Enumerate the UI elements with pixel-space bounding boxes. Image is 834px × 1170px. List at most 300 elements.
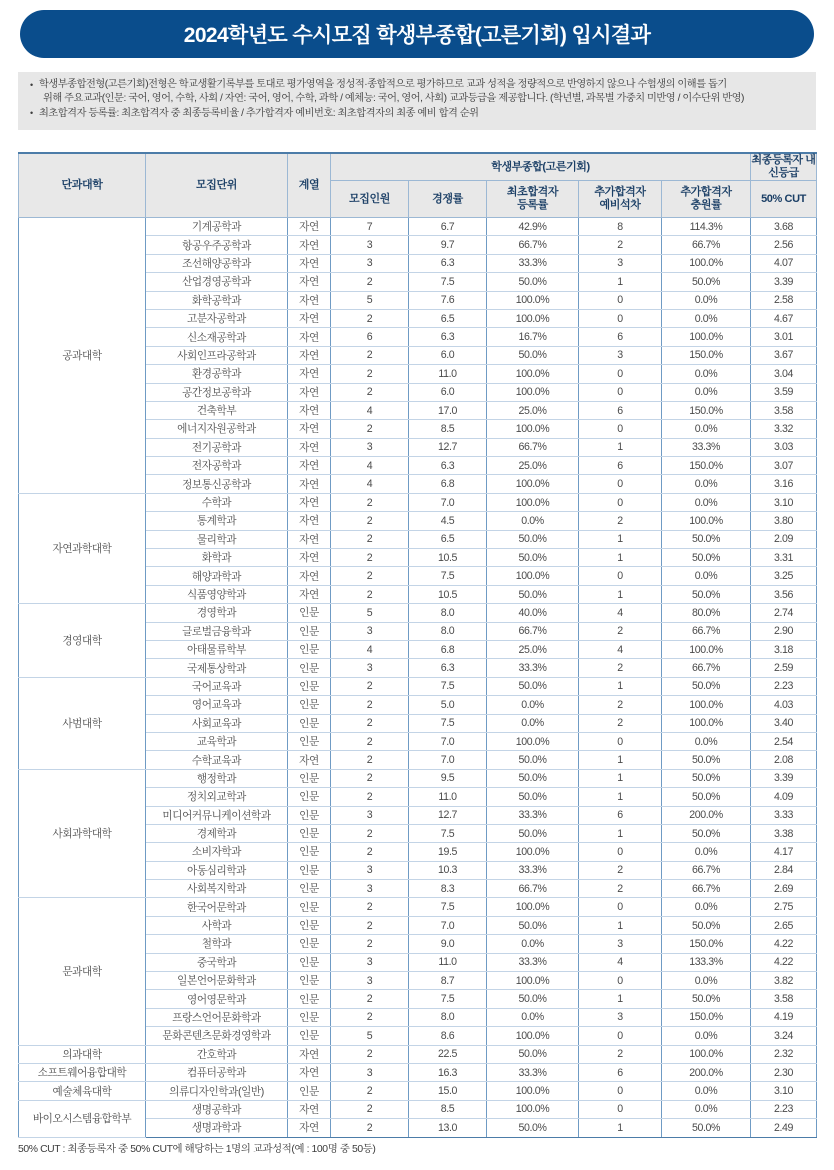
ratio-cell: 6.0 bbox=[409, 346, 487, 364]
col-header-waitlist-line2: 예비석차 bbox=[599, 199, 641, 211]
dept-cell: 영어교육과 bbox=[146, 696, 288, 714]
dept-cell: 기계공학과 bbox=[146, 218, 288, 236]
dept-cell: 항공우주공학과 bbox=[146, 236, 288, 254]
ratio-cell: 7.0 bbox=[409, 732, 487, 750]
enroll-rate-cell: 100.0% bbox=[487, 898, 579, 916]
enroll-rate-cell: 50.0% bbox=[487, 346, 579, 364]
waitlist-cell: 0 bbox=[579, 309, 662, 327]
dept-cell: 물리학과 bbox=[146, 530, 288, 548]
fill-rate-cell: 50.0% bbox=[662, 916, 751, 934]
college-cell: 바이오시스템융합학부 bbox=[19, 1100, 146, 1137]
cut-cell: 3.10 bbox=[751, 1082, 817, 1100]
table-row bbox=[19, 493, 817, 511]
college-cell: 공과대학 bbox=[19, 218, 146, 494]
track-cell: 자연 bbox=[288, 512, 331, 530]
track-cell: 인문 bbox=[288, 622, 331, 640]
dept-cell: 수학과 bbox=[146, 493, 288, 511]
fill-rate-cell: 0.0% bbox=[662, 383, 751, 401]
waitlist-cell: 2 bbox=[579, 696, 662, 714]
ratio-cell: 6.5 bbox=[409, 309, 487, 327]
track-cell: 자연 bbox=[288, 273, 331, 291]
col-header-group: 학생부종합(고른기회) bbox=[331, 153, 751, 181]
quota-cell: 2 bbox=[331, 346, 409, 364]
enroll-rate-cell: 100.0% bbox=[487, 291, 579, 309]
notice-line-2: • 최초합격자 등록률: 최초합격자 중 최종등록비율 / 추가합격자 예비번호: 최초합격자의 최종 예비 합격 순위 bbox=[30, 107, 806, 121]
ratio-cell: 7.6 bbox=[409, 291, 487, 309]
waitlist-cell: 0 bbox=[579, 1027, 662, 1045]
track-cell: 인문 bbox=[288, 604, 331, 622]
cut-cell: 2.08 bbox=[751, 751, 817, 769]
quota-cell: 4 bbox=[331, 640, 409, 658]
quota-cell: 4 bbox=[331, 475, 409, 493]
fill-rate-cell: 0.0% bbox=[662, 1027, 751, 1045]
quota-cell: 2 bbox=[331, 420, 409, 438]
track-cell: 자연 bbox=[288, 1063, 331, 1081]
quota-cell: 3 bbox=[331, 880, 409, 898]
ratio-cell: 7.0 bbox=[409, 916, 487, 934]
dept-cell: 정치외교학과 bbox=[146, 788, 288, 806]
quota-cell: 4 bbox=[331, 401, 409, 419]
cut-cell: 3.03 bbox=[751, 438, 817, 456]
fill-rate-cell: 66.7% bbox=[662, 236, 751, 254]
waitlist-cell: 3 bbox=[579, 254, 662, 272]
dept-cell: 국어교육과 bbox=[146, 677, 288, 695]
col-header-fill-rate-line1: 추가합격자 bbox=[680, 186, 732, 198]
quota-cell: 2 bbox=[331, 530, 409, 548]
cut-cell: 2.56 bbox=[751, 236, 817, 254]
table-row bbox=[19, 1045, 817, 1063]
enroll-rate-cell: 33.3% bbox=[487, 861, 579, 879]
track-cell: 자연 bbox=[288, 493, 331, 511]
ratio-cell: 12.7 bbox=[409, 806, 487, 824]
track-cell: 자연 bbox=[288, 567, 331, 585]
track-cell: 자연 bbox=[288, 420, 331, 438]
waitlist-cell: 1 bbox=[579, 530, 662, 548]
quota-cell: 2 bbox=[331, 751, 409, 769]
track-cell: 자연 bbox=[288, 309, 331, 327]
enroll-rate-cell: 100.0% bbox=[487, 493, 579, 511]
track-cell: 자연 bbox=[288, 218, 331, 236]
enroll-rate-cell: 100.0% bbox=[487, 567, 579, 585]
waitlist-cell: 3 bbox=[579, 935, 662, 953]
college-cell: 문과대학 bbox=[19, 898, 146, 1045]
ratio-cell: 7.5 bbox=[409, 567, 487, 585]
waitlist-cell: 2 bbox=[579, 861, 662, 879]
dept-cell: 공간정보공학과 bbox=[146, 383, 288, 401]
dept-cell: 화학과 bbox=[146, 549, 288, 567]
track-cell: 자연 bbox=[288, 1045, 331, 1063]
waitlist-cell: 2 bbox=[579, 622, 662, 640]
ratio-cell: 8.0 bbox=[409, 1008, 487, 1026]
col-header-ratio: 경쟁률 bbox=[409, 181, 487, 218]
quota-cell: 3 bbox=[331, 806, 409, 824]
track-cell: 자연 bbox=[288, 530, 331, 548]
cut-cell: 3.33 bbox=[751, 806, 817, 824]
ratio-cell: 6.8 bbox=[409, 475, 487, 493]
quota-cell: 2 bbox=[331, 824, 409, 842]
col-header-enroll-rate-line1: 최초합격자 bbox=[506, 186, 559, 198]
fill-rate-cell: 150.0% bbox=[662, 1008, 751, 1026]
track-cell: 자연 bbox=[288, 328, 331, 346]
cut-cell: 3.56 bbox=[751, 585, 817, 603]
track-cell: 인문 bbox=[288, 990, 331, 1008]
cut-cell: 3.10 bbox=[751, 493, 817, 511]
fill-rate-cell: 0.0% bbox=[662, 291, 751, 309]
dept-cell: 철학과 bbox=[146, 935, 288, 953]
waitlist-cell: 3 bbox=[579, 1008, 662, 1026]
track-cell: 자연 bbox=[288, 346, 331, 364]
waitlist-cell: 0 bbox=[579, 732, 662, 750]
waitlist-cell: 8 bbox=[579, 218, 662, 236]
dept-cell: 신소재공학과 bbox=[146, 328, 288, 346]
quota-cell: 3 bbox=[331, 953, 409, 971]
ratio-cell: 8.7 bbox=[409, 972, 487, 990]
table-row bbox=[19, 218, 817, 236]
waitlist-cell: 6 bbox=[579, 806, 662, 824]
ratio-cell: 11.0 bbox=[409, 365, 487, 383]
quota-cell: 2 bbox=[331, 898, 409, 916]
quota-cell: 3 bbox=[331, 622, 409, 640]
dept-cell: 미디어커뮤니케이션학과 bbox=[146, 806, 288, 824]
cut-cell: 3.40 bbox=[751, 714, 817, 732]
cut-cell: 4.19 bbox=[751, 1008, 817, 1026]
waitlist-cell: 1 bbox=[579, 677, 662, 695]
quota-cell: 2 bbox=[331, 493, 409, 511]
fill-rate-cell: 33.3% bbox=[662, 438, 751, 456]
col-header-college: 단과대학 bbox=[19, 153, 146, 218]
quota-cell: 2 bbox=[331, 714, 409, 732]
ratio-cell: 8.5 bbox=[409, 420, 487, 438]
fill-rate-cell: 80.0% bbox=[662, 604, 751, 622]
ratio-cell: 6.3 bbox=[409, 659, 487, 677]
fill-rate-cell: 150.0% bbox=[662, 346, 751, 364]
enroll-rate-cell: 50.0% bbox=[487, 549, 579, 567]
ratio-cell: 8.3 bbox=[409, 880, 487, 898]
cut-cell: 2.49 bbox=[751, 1119, 817, 1137]
enroll-rate-cell: 33.3% bbox=[487, 1063, 579, 1081]
waitlist-cell: 2 bbox=[579, 1045, 662, 1063]
quota-cell: 6 bbox=[331, 328, 409, 346]
table-row bbox=[19, 1100, 817, 1118]
enroll-rate-cell: 50.0% bbox=[487, 1119, 579, 1137]
ratio-cell: 9.7 bbox=[409, 236, 487, 254]
waitlist-cell: 1 bbox=[579, 916, 662, 934]
track-cell: 자연 bbox=[288, 1100, 331, 1118]
fill-rate-cell: 66.7% bbox=[662, 880, 751, 898]
col-header-quota: 모집인원 bbox=[331, 181, 409, 218]
quota-cell: 2 bbox=[331, 677, 409, 695]
cut-cell: 3.80 bbox=[751, 512, 817, 530]
track-cell: 인문 bbox=[288, 953, 331, 971]
ratio-cell: 6.0 bbox=[409, 383, 487, 401]
college-cell: 예술체육대학 bbox=[19, 1082, 146, 1100]
ratio-cell: 10.5 bbox=[409, 549, 487, 567]
col-header-dept: 모집단위 bbox=[146, 153, 288, 218]
waitlist-cell: 0 bbox=[579, 898, 662, 916]
dept-cell: 행정학과 bbox=[146, 769, 288, 787]
cut-cell: 2.58 bbox=[751, 291, 817, 309]
cut-cell: 3.18 bbox=[751, 640, 817, 658]
quota-cell: 3 bbox=[331, 236, 409, 254]
enroll-rate-cell: 0.0% bbox=[487, 512, 579, 530]
fill-rate-cell: 100.0% bbox=[662, 1045, 751, 1063]
fill-rate-cell: 0.0% bbox=[662, 567, 751, 585]
track-cell: 인문 bbox=[288, 935, 331, 953]
fill-rate-cell: 50.0% bbox=[662, 549, 751, 567]
fill-rate-cell: 133.3% bbox=[662, 953, 751, 971]
waitlist-cell: 0 bbox=[579, 420, 662, 438]
enroll-rate-cell: 25.0% bbox=[487, 401, 579, 419]
college-cell: 의과대학 bbox=[19, 1045, 146, 1063]
dept-cell: 한국어문학과 bbox=[146, 898, 288, 916]
cut-cell: 3.24 bbox=[751, 1027, 817, 1045]
dept-cell: 아동심리학과 bbox=[146, 861, 288, 879]
quota-cell: 2 bbox=[331, 769, 409, 787]
enroll-rate-cell: 50.0% bbox=[487, 769, 579, 787]
cut-cell: 2.30 bbox=[751, 1063, 817, 1081]
table-row bbox=[19, 677, 817, 695]
table-header bbox=[19, 153, 817, 218]
quota-cell: 2 bbox=[331, 1045, 409, 1063]
enroll-rate-cell: 50.0% bbox=[487, 1045, 579, 1063]
enroll-rate-cell: 100.0% bbox=[487, 1100, 579, 1118]
track-cell: 인문 bbox=[288, 677, 331, 695]
dept-cell: 통계학과 bbox=[146, 512, 288, 530]
fill-rate-cell: 50.0% bbox=[662, 769, 751, 787]
fill-rate-cell: 0.0% bbox=[662, 1082, 751, 1100]
ratio-cell: 17.0 bbox=[409, 401, 487, 419]
track-cell: 자연 bbox=[288, 401, 331, 419]
track-cell: 자연 bbox=[288, 254, 331, 272]
track-cell: 자연 bbox=[288, 585, 331, 603]
fill-rate-cell: 50.0% bbox=[662, 824, 751, 842]
ratio-cell: 11.0 bbox=[409, 788, 487, 806]
cut-cell: 4.67 bbox=[751, 309, 817, 327]
college-cell: 사범대학 bbox=[19, 677, 146, 769]
dept-cell: 식품영양학과 bbox=[146, 585, 288, 603]
track-cell: 자연 bbox=[288, 365, 331, 383]
col-header-waitlist-line1: 추가합격자 bbox=[594, 186, 646, 198]
track-cell: 인문 bbox=[288, 640, 331, 658]
cut-cell: 2.32 bbox=[751, 1045, 817, 1063]
waitlist-cell: 6 bbox=[579, 457, 662, 475]
fill-rate-cell: 0.0% bbox=[662, 365, 751, 383]
cut-cell: 2.23 bbox=[751, 1100, 817, 1118]
quota-cell: 2 bbox=[331, 843, 409, 861]
quota-cell: 2 bbox=[331, 549, 409, 567]
waitlist-cell: 1 bbox=[579, 751, 662, 769]
enroll-rate-cell: 33.3% bbox=[487, 659, 579, 677]
fill-rate-cell: 50.0% bbox=[662, 788, 751, 806]
college-cell: 경영대학 bbox=[19, 604, 146, 678]
enroll-rate-cell: 50.0% bbox=[487, 273, 579, 291]
cut-cell: 2.75 bbox=[751, 898, 817, 916]
waitlist-cell: 2 bbox=[579, 659, 662, 677]
dept-cell: 국제통상학과 bbox=[146, 659, 288, 677]
track-cell: 인문 bbox=[288, 972, 331, 990]
dept-cell: 소비자학과 bbox=[146, 843, 288, 861]
waitlist-cell: 0 bbox=[579, 1082, 662, 1100]
waitlist-cell: 1 bbox=[579, 824, 662, 842]
enroll-rate-cell: 100.0% bbox=[487, 475, 579, 493]
page-title: 2024학년도 수시모집 학생부종합(고른기회) 입시결과 bbox=[183, 24, 651, 47]
dept-cell: 조선해양공학과 bbox=[146, 254, 288, 272]
quota-cell: 3 bbox=[331, 1063, 409, 1081]
cut-cell: 3.31 bbox=[751, 549, 817, 567]
track-cell: 인문 bbox=[288, 806, 331, 824]
dept-cell: 중국학과 bbox=[146, 953, 288, 971]
enroll-rate-cell: 40.0% bbox=[487, 604, 579, 622]
enroll-rate-cell: 16.7% bbox=[487, 328, 579, 346]
table-row bbox=[19, 1082, 817, 1100]
cut-cell: 2.69 bbox=[751, 880, 817, 898]
fill-rate-cell: 100.0% bbox=[662, 254, 751, 272]
fill-rate-cell: 66.7% bbox=[662, 659, 751, 677]
fill-rate-cell: 200.0% bbox=[662, 1063, 751, 1081]
ratio-cell: 7.5 bbox=[409, 677, 487, 695]
col-header-fill-rate-line2: 충원률 bbox=[690, 199, 722, 211]
ratio-cell: 16.3 bbox=[409, 1063, 487, 1081]
dept-cell: 정보통신공학과 bbox=[146, 475, 288, 493]
fill-rate-cell: 50.0% bbox=[662, 1119, 751, 1137]
track-cell: 인문 bbox=[288, 696, 331, 714]
cut-cell: 3.07 bbox=[751, 457, 817, 475]
cut-cell: 3.58 bbox=[751, 990, 817, 1008]
track-cell: 인문 bbox=[288, 861, 331, 879]
fill-rate-cell: 114.3% bbox=[662, 218, 751, 236]
ratio-cell: 15.0 bbox=[409, 1082, 487, 1100]
track-cell: 인문 bbox=[288, 769, 331, 787]
cut-cell: 3.68 bbox=[751, 218, 817, 236]
ratio-cell: 19.5 bbox=[409, 843, 487, 861]
dept-cell: 사회교육과 bbox=[146, 714, 288, 732]
quota-cell: 2 bbox=[331, 512, 409, 530]
quota-cell: 2 bbox=[331, 567, 409, 585]
fill-rate-cell: 100.0% bbox=[662, 512, 751, 530]
col-header-track: 계열 bbox=[288, 153, 331, 218]
waitlist-cell: 1 bbox=[579, 990, 662, 1008]
enroll-rate-cell: 50.0% bbox=[487, 530, 579, 548]
enroll-rate-cell: 66.7% bbox=[487, 236, 579, 254]
ratio-cell: 8.0 bbox=[409, 622, 487, 640]
notice-box bbox=[18, 72, 816, 130]
dept-cell: 생명공학과 bbox=[146, 1100, 288, 1118]
footer-note: 50% CUT : 최종등록자 중 50% CUT에 해당하는 1명의 교과성적(예 : 100명 중 50등) bbox=[18, 1144, 376, 1155]
quota-cell: 3 bbox=[331, 972, 409, 990]
track-cell: 자연 bbox=[288, 236, 331, 254]
quota-cell: 2 bbox=[331, 309, 409, 327]
page-title-banner bbox=[20, 10, 814, 58]
col-header-cut-top: 최종등록자 내신등급 bbox=[751, 154, 816, 179]
dept-cell: 사학과 bbox=[146, 916, 288, 934]
waitlist-cell: 0 bbox=[579, 291, 662, 309]
col-header-enroll-rate bbox=[487, 181, 579, 218]
fill-rate-cell: 150.0% bbox=[662, 935, 751, 953]
fill-rate-cell: 50.0% bbox=[662, 585, 751, 603]
dept-cell: 화학공학과 bbox=[146, 291, 288, 309]
quota-cell: 2 bbox=[331, 365, 409, 383]
enroll-rate-cell: 66.7% bbox=[487, 622, 579, 640]
cut-cell: 4.03 bbox=[751, 696, 817, 714]
fill-rate-cell: 0.0% bbox=[662, 972, 751, 990]
col-header-fill-rate bbox=[662, 181, 751, 218]
enroll-rate-cell: 100.0% bbox=[487, 383, 579, 401]
waitlist-cell: 0 bbox=[579, 843, 662, 861]
waitlist-cell: 6 bbox=[579, 401, 662, 419]
dept-cell: 간호학과 bbox=[146, 1045, 288, 1063]
ratio-cell: 10.3 bbox=[409, 861, 487, 879]
quota-cell: 2 bbox=[331, 788, 409, 806]
enroll-rate-cell: 42.9% bbox=[487, 218, 579, 236]
ratio-cell: 4.5 bbox=[409, 512, 487, 530]
cut-cell: 2.74 bbox=[751, 604, 817, 622]
ratio-cell: 7.5 bbox=[409, 824, 487, 842]
cut-cell: 4.09 bbox=[751, 788, 817, 806]
fill-rate-cell: 0.0% bbox=[662, 493, 751, 511]
fill-rate-cell: 66.7% bbox=[662, 622, 751, 640]
waitlist-cell: 2 bbox=[579, 880, 662, 898]
cut-cell: 3.67 bbox=[751, 346, 817, 364]
ratio-cell: 8.5 bbox=[409, 1100, 487, 1118]
table-row bbox=[19, 898, 817, 916]
enroll-rate-cell: 33.3% bbox=[487, 254, 579, 272]
enroll-rate-cell: 100.0% bbox=[487, 420, 579, 438]
fill-rate-cell: 50.0% bbox=[662, 530, 751, 548]
track-cell: 인문 bbox=[288, 843, 331, 861]
waitlist-cell: 1 bbox=[579, 273, 662, 291]
cut-cell: 4.22 bbox=[751, 935, 817, 953]
quota-cell: 2 bbox=[331, 916, 409, 934]
cut-cell: 2.90 bbox=[751, 622, 817, 640]
fill-rate-cell: 0.0% bbox=[662, 843, 751, 861]
fill-rate-cell: 50.0% bbox=[662, 751, 751, 769]
waitlist-cell: 1 bbox=[579, 549, 662, 567]
dept-cell: 프랑스언어문화학과 bbox=[146, 1008, 288, 1026]
dept-cell: 사회인프라공학과 bbox=[146, 346, 288, 364]
track-cell: 인문 bbox=[288, 1008, 331, 1026]
enroll-rate-cell: 50.0% bbox=[487, 677, 579, 695]
waitlist-cell: 0 bbox=[579, 567, 662, 585]
cut-cell: 4.17 bbox=[751, 843, 817, 861]
track-cell: 자연 bbox=[288, 438, 331, 456]
ratio-cell: 6.3 bbox=[409, 328, 487, 346]
cut-cell: 3.58 bbox=[751, 401, 817, 419]
dept-cell: 영어영문학과 bbox=[146, 990, 288, 1008]
fill-rate-cell: 150.0% bbox=[662, 401, 751, 419]
cut-cell: 3.04 bbox=[751, 365, 817, 383]
ratio-cell: 7.5 bbox=[409, 273, 487, 291]
dept-cell: 교육학과 bbox=[146, 732, 288, 750]
enroll-rate-cell: 100.0% bbox=[487, 1027, 579, 1045]
dept-cell: 해양과학과 bbox=[146, 567, 288, 585]
ratio-cell: 7.5 bbox=[409, 990, 487, 1008]
enroll-rate-cell: 100.0% bbox=[487, 365, 579, 383]
cut-cell: 3.82 bbox=[751, 972, 817, 990]
track-cell: 자연 bbox=[288, 549, 331, 567]
ratio-cell: 7.5 bbox=[409, 898, 487, 916]
quota-cell: 5 bbox=[331, 1027, 409, 1045]
dept-cell: 환경공학과 bbox=[146, 365, 288, 383]
track-cell: 인문 bbox=[288, 732, 331, 750]
waitlist-cell: 0 bbox=[579, 383, 662, 401]
ratio-cell: 9.0 bbox=[409, 935, 487, 953]
col-header-waitlist bbox=[579, 181, 662, 218]
results-table-wrapper bbox=[18, 152, 816, 1138]
dept-cell: 문화콘텐츠문화경영학과 bbox=[146, 1027, 288, 1045]
admission-results-table bbox=[18, 152, 817, 1138]
track-cell: 인문 bbox=[288, 1027, 331, 1045]
waitlist-cell: 1 bbox=[579, 788, 662, 806]
